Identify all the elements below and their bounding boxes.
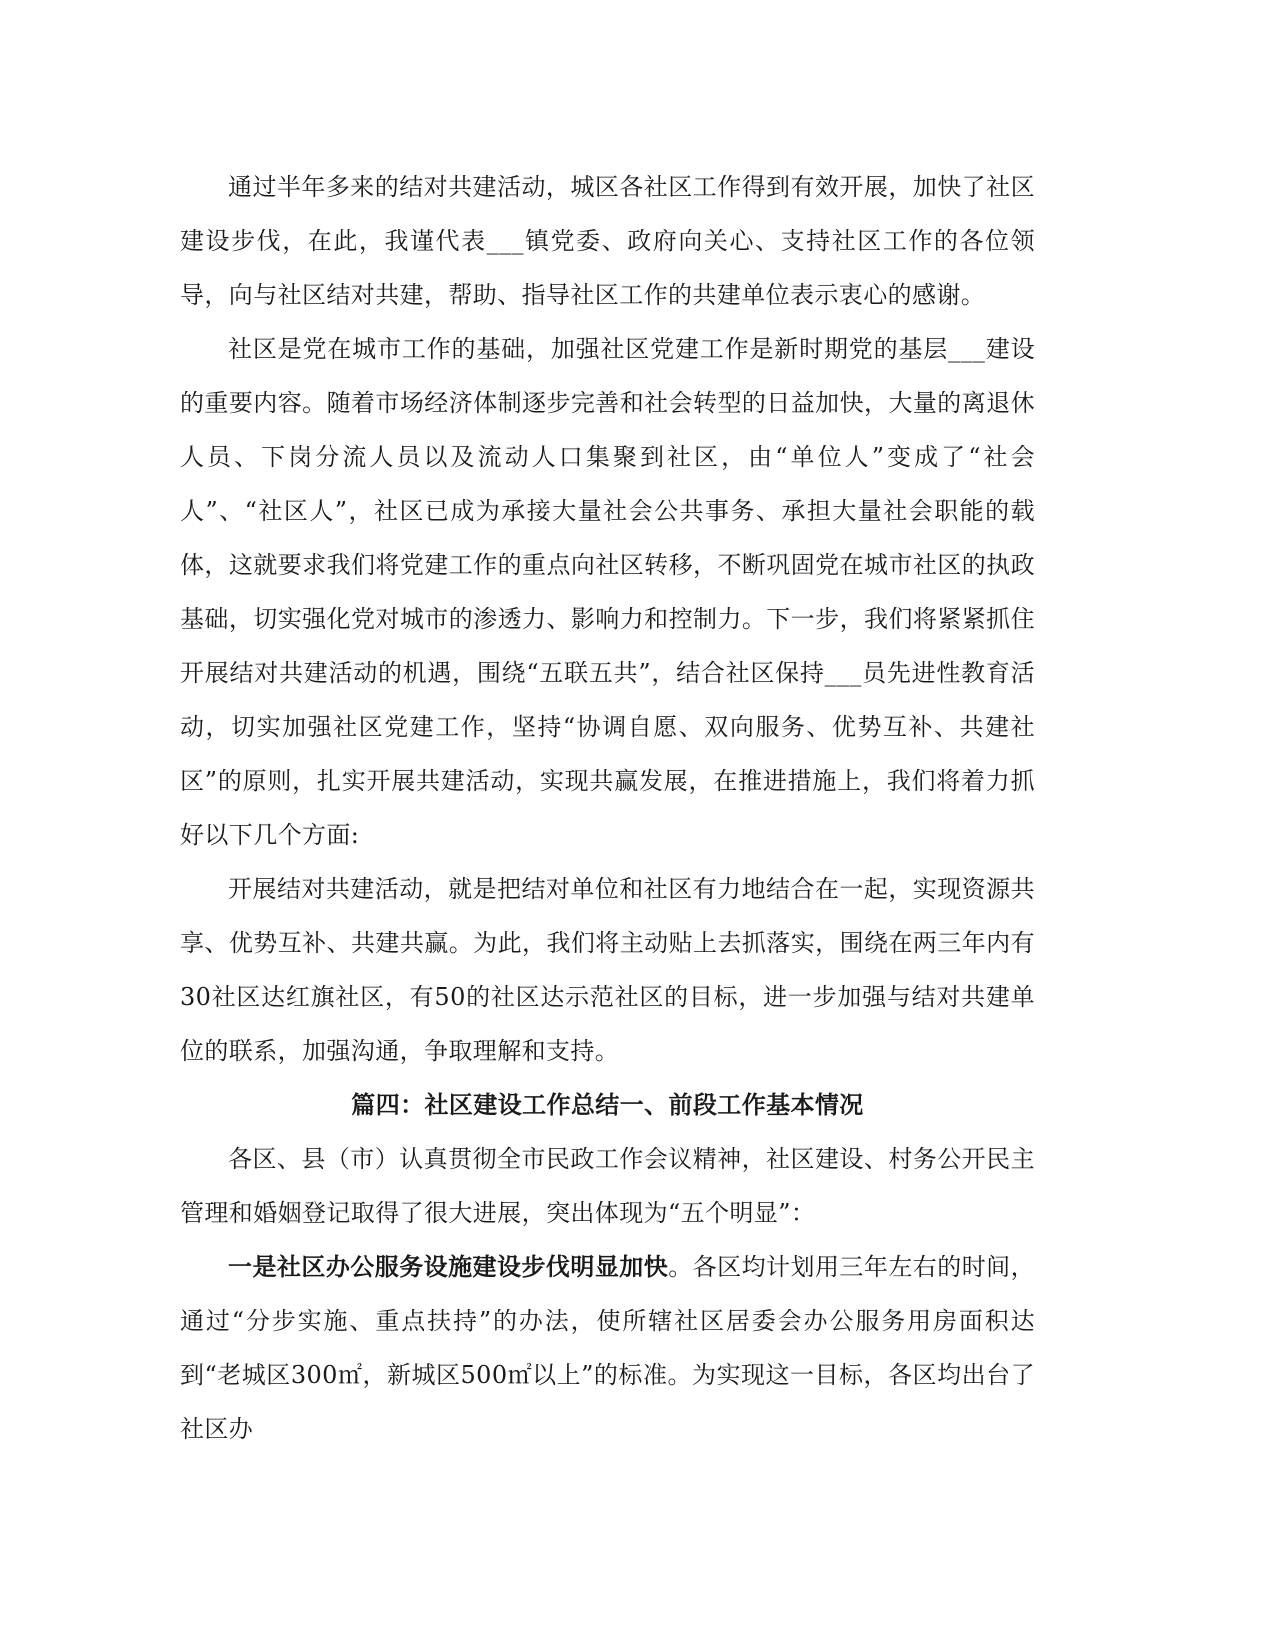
section-heading: 篇四：社区建设工作总结一、前段工作基本情况 bbox=[351, 1090, 864, 1119]
paragraph-4: 各区、县（市）认真贯彻全市民政工作会议精神，社区建设、村务公开民主管理和婚姻登记取得了很大进展，突出体现为“五个明显”： bbox=[180, 1145, 1035, 1227]
paragraph-5-body: 。各区均计划用三年左右的时间，通过“分步实施、重点扶持”的办法，使所辖社区居委会办公服务用房面积达到“老城区300㎡，新城区500㎡以上”的标准。为实现这一目标，各区均出台了社区办 bbox=[180, 1253, 1036, 1443]
paragraph-2: 社区是党在城市工作的基础，加强社区党建工作是新时期党的基层___建设的重要内容。随着市场经济体制逐步完善和社会转型的日益加快，大量的离退休人员、下岗分流人员以及流动人口集聚到社区，由“单位人”变成了“社会人”、“社区人”，社区已成为承接大量社会公共事务、承担大量社会职能的载体，这就要求我们将党建工作的重点向社区转移，不断巩固党在城市社区的执政基础，切实强化党对城市的渗透力、影响力和控制力。下一步，我们将紧紧抓住开展结对共建活动的机遇，围绕“五联五共”，结合社区保持___员先进性教育活动，切实加强社区党建工作，坚持“协调自愿、双向服务、优势互补、共建社区”的原则，扎实开展共建活动，实现共赢发展，在推进措施上，我们将着力抓好以下几个方面: bbox=[180, 335, 1035, 849]
paragraph-5-lead: 一是社区办公服务设施建设步伐明显加快 bbox=[228, 1252, 669, 1281]
document-page bbox=[180, 160, 1035, 1456]
paragraph-3: 开展结对共建活动，就是把结对单位和社区有力地结合在一起，实现资源共享、优势互补、共建共赢。为此，我们将主动贴上去抓落实，围绕在两三年内有30社区达红旗社区，有50的社区达示范社区的目标，进一步加强与结对共建单位的联系，加强沟通，争取理解和支持。 bbox=[180, 875, 1035, 1065]
paragraph-1: 通过半年多来的结对共建活动，城区各社区工作得到有效开展，加快了社区建设步伐，在此，我谨代表___镇党委、政府向关心、支持社区工作的各位领导，向与社区结对共建，帮助、指导社区工作的共建单位表示衷心的感谢。 bbox=[180, 173, 1035, 309]
paragraph-5 bbox=[180, 1240, 1035, 1456]
